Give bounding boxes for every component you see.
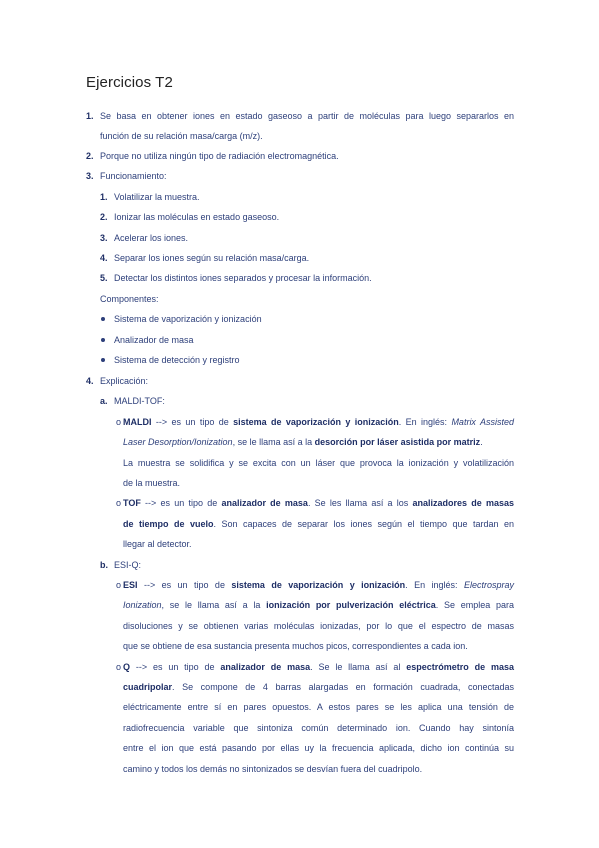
tof-text: . Se les llama así a los [307, 498, 413, 508]
step-text: Volatilizar la muestra. [114, 192, 200, 202]
question-1-line-2: función de su relación masa/carga (m/z). [100, 131, 263, 141]
q-line-2 [123, 681, 514, 693]
esi-line-2 [123, 599, 514, 611]
q-text: . Se compone de 4 barras alargadas en formación cuadrada, conectadas [172, 682, 514, 692]
maldi-text: . En inglés: [398, 417, 452, 427]
question-4-label: Explicación: [100, 376, 149, 386]
esi-line-4: que se obtiene de esa sustancia presenta muchos picos, correspondientes a cada ion. [123, 641, 468, 651]
tof-text: . Son capaces de separar los iones según el tiempo que tardan en [213, 519, 514, 529]
maldi-line-2 [123, 436, 483, 448]
esi-text: --> es un tipo de [137, 580, 232, 590]
esi-english-name: Ionization [123, 600, 162, 610]
sub-bullet-marker: o [116, 580, 122, 590]
maldi-english-name: Laser Desorption/Ionization [123, 437, 233, 447]
maldi-line-4: de la muestra. [123, 478, 181, 488]
maldi-definition-term: sistema de vaporización y ionización [233, 417, 399, 427]
maldi-text: . [480, 437, 483, 447]
tof-line-1 [123, 497, 514, 509]
esi-line-3: disoluciones y se obtienen varias moléculas ionizadas, por lo que el espectro de masas [123, 621, 514, 631]
document-title: Ejercicios T2 [86, 74, 173, 91]
step-number: 4. [100, 253, 108, 263]
components-label: Componentes: [100, 294, 159, 304]
bullet-icon [101, 358, 105, 362]
q-spectrometer-name: espectrómetro de masa [406, 662, 514, 672]
q-line-4: radiofrecuencia variable que sintoniza común determinado ion. Cuando hay sintonía [123, 723, 514, 733]
component-item: Sistema de vaporización y ionización [114, 314, 262, 324]
question-1-line-1: Se basa en obtener iones en estado gaseoso a partir de moléculas para luego separarlos en [100, 111, 514, 121]
bullet-icon [101, 317, 105, 321]
esi-text: , se le llama así a la [161, 600, 267, 610]
maldi-text: --> es un tipo de [151, 417, 234, 427]
q-line-6: camino y todos los demás no sintonizados se desvían fuera del cuadripolo. [123, 764, 423, 774]
subsection-a-letter: a. [100, 396, 108, 406]
tof-line-2 [123, 518, 514, 530]
tof-definition-term: analizador de masa [221, 498, 308, 508]
q-line-1 [123, 661, 514, 673]
sub-bullet-marker: o [116, 417, 122, 427]
q-text: --> es un tipo de [130, 662, 221, 672]
tof-analyzer-name: de tiempo de vuelo [123, 519, 214, 529]
esi-line-1 [123, 579, 514, 591]
question-4-number: 4. [86, 376, 94, 386]
subsection-b-letter: b. [100, 560, 108, 570]
question-3-label: Funcionamiento: [100, 171, 167, 181]
maldi-spanish-name: desorción por láser asistida por matriz [314, 437, 481, 447]
maldi-text: , se le llama así a la [232, 437, 315, 447]
maldi-line-1 [123, 416, 514, 428]
q-line-3: eléctricamente entre sí en pares opuestos. A estos pares se les aplica una tensión de [123, 702, 514, 712]
component-item: Sistema de detección y registro [114, 355, 240, 365]
q-term: Q [123, 662, 131, 672]
maldi-english-name: Matrix Assisted [451, 417, 515, 427]
tof-line-3: llegar al detector. [123, 539, 192, 549]
step-number: 2. [100, 212, 108, 222]
bullet-icon [101, 338, 105, 342]
tof-term: TOF [123, 498, 141, 508]
maldi-term: MALDI [123, 417, 152, 427]
sub-bullet-marker: o [116, 498, 122, 508]
esi-text: . Se emplea para [435, 600, 514, 610]
step-text: Ionizar las moléculas en estado gaseoso. [114, 212, 280, 222]
esi-definition-term: sistema de vaporización y ionización [231, 580, 406, 590]
esi-spanish-name: ionización por pulverización eléctrica [266, 600, 436, 610]
step-number: 3. [100, 233, 108, 243]
question-2-text: Porque no utiliza ningún tipo de radiación electromagnética. [100, 151, 339, 161]
q-text: . Se le llama así al [310, 662, 407, 672]
esi-text: . En inglés: [405, 580, 464, 590]
question-3-number: 3. [86, 171, 94, 181]
step-text: Acelerar los iones. [114, 233, 189, 243]
esi-term: ESI [123, 580, 138, 590]
tof-text: --> es un tipo de [140, 498, 222, 508]
sub-bullet-marker: o [116, 662, 122, 672]
question-2-number: 2. [86, 151, 94, 161]
subsection-a-label: MALDI-TOF: [114, 396, 165, 406]
step-text: Separar los iones según su relación masa/carga. [114, 253, 310, 263]
step-text: Detectar los distintos iones separados y procesar la información. [114, 273, 372, 283]
component-item: Analizador de masa [114, 335, 194, 345]
step-number: 5. [100, 273, 108, 283]
subsection-b-label: ESI-Q: [114, 560, 142, 570]
tof-analyzer-name: analizadores de masas [412, 498, 515, 508]
step-number: 1. [100, 192, 108, 202]
question-1-number: 1. [86, 111, 94, 121]
esi-english-name: Electrospray [463, 580, 514, 590]
q-line-5: entre el ion que está pasando por ellas uy la frecuencia aplicada, dicho ion continúa su [123, 743, 514, 753]
maldi-line-3: La muestra se solidifica y se excita con un láser que provoca la ionización y volatilización [123, 458, 514, 468]
q-definition-term: analizador de masa [220, 662, 311, 672]
q-spectrometer-name: cuadripolar [123, 682, 173, 692]
